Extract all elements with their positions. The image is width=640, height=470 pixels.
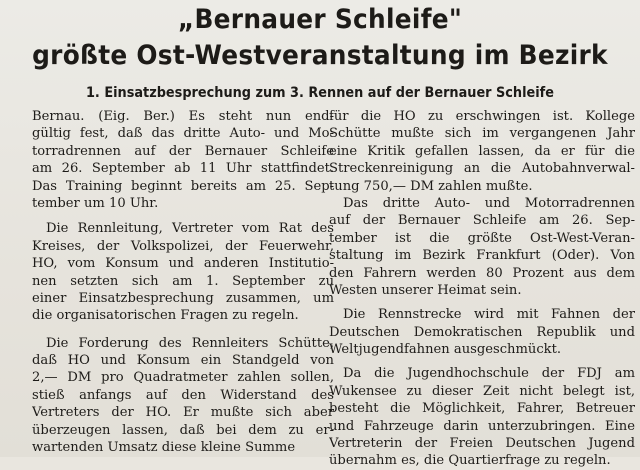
text-line: Kreises, der Volkspolizei, der Feuerwehr, xyxy=(32,238,334,254)
text-line: stieß anfangs auf den Widerstand des xyxy=(32,387,334,403)
text-line: HO, vom Konsum und anderen Institutio- xyxy=(32,256,334,272)
text-line: für die HO zu erschwingen ist. Kollege xyxy=(329,109,635,124)
text-line: Das Training beginnt bereits am 25. Sep- xyxy=(32,178,334,194)
paragraph xyxy=(329,195,635,299)
article-column-right xyxy=(329,108,635,470)
text-line: Deutschen Demokratischen Republik und xyxy=(329,324,635,340)
text-line: Westen unserer Heimat sein. xyxy=(329,282,522,298)
text-line: Streckenreinigung an die Autobahnverwal- xyxy=(329,161,635,177)
text-line: Die Rennleitung, Vertreter vom Rat des xyxy=(46,221,334,237)
paragraph-gap xyxy=(329,299,635,306)
paragraph xyxy=(32,335,334,457)
text-line: Da die Jugendhochschule der FDJ am xyxy=(343,366,635,382)
text-line: daß HO und Konsum ein Standgeld von xyxy=(32,353,334,369)
text-line: Bernau. (Eig. Ber.) Es steht nun end- xyxy=(32,109,334,124)
text-line: den Fahrern werden 80 Prozent aus dem xyxy=(329,265,635,281)
text-line: und Fahrzeuge darin unterzubringen. Eine xyxy=(329,418,635,434)
text-line: Die Forderung des Rennleiters Schütte, xyxy=(46,335,334,351)
text-line: auf der Bernauer Schleife am 26. Sep- xyxy=(329,213,635,229)
text-line: Das dritte Auto- und Motorradrennen xyxy=(343,195,635,211)
text-line: Vertreterin der Freien Deutschen Jugend xyxy=(329,436,635,452)
paragraph xyxy=(329,108,635,195)
text-line: die organisatorischen Fragen zu regeln. xyxy=(32,308,299,324)
text-line: wartenden Umsatz diese kleine Summe xyxy=(32,440,296,456)
text-line: besteht die Möglichkeit, Fahrer, Betreuer xyxy=(329,401,635,417)
text-line: Die Rennstrecke wird mit Fahnen der xyxy=(343,307,635,323)
text-line: einer Einsatzbesprechung zusammen, um xyxy=(32,290,334,306)
paragraph xyxy=(329,306,635,358)
text-line: Wukensee zu dieser Zeit nicht belegt ist, xyxy=(329,383,635,399)
paragraph-gap xyxy=(329,358,635,365)
text-line: am 26. September ab 11 Uhr stattfindet. xyxy=(32,161,334,177)
paragraph xyxy=(32,220,334,324)
paragraph-gap xyxy=(32,325,334,335)
paragraph xyxy=(329,365,635,469)
subheadline: 1. Einsatzbesprechung zum 3. Rennen auf der Bernauer Schleife xyxy=(85,85,555,101)
headline-line-1: „Bernauer Schleife" xyxy=(177,4,463,35)
text-line: gültig fest, daß das dritte Auto- und Mo- xyxy=(32,126,334,142)
headline-line-2: größte Ost-Westveranstaltung im Bezirk xyxy=(32,40,608,71)
text-line: tember ist die größte Ost-West-Veran- xyxy=(329,230,635,246)
text-line: tember um 10 Uhr. xyxy=(32,195,159,211)
article-column-left xyxy=(32,108,334,456)
text-line: eine Kritik gefallen lassen, da er für die xyxy=(329,143,635,159)
text-line: überzeugen lassen, daß bei dem zu er- xyxy=(32,422,334,438)
text-line: übernahm es, die Quartierfrage zu regeln. xyxy=(329,453,611,469)
text-line: Schütte mußte sich im vergangenen Jahr xyxy=(329,126,635,142)
text-line: 2,— DM pro Quadratmeter zahlen sollen, xyxy=(32,370,334,386)
text-line: nen setzten sich am 1. September zu xyxy=(32,273,334,289)
paragraph xyxy=(32,108,334,212)
paragraph-gap xyxy=(32,212,334,220)
text-line: staltung im Bezirk Frankfurt (Oder). Von xyxy=(329,248,635,264)
text-line: Vertreters der HO. Er mußte sich aber xyxy=(32,405,334,421)
text-line: torradrennen auf der Bernauer Schleife xyxy=(32,143,334,159)
text-line: tung 750,— DM zahlen mußte. xyxy=(329,178,533,194)
text-line: Weltjugendfahnen ausgeschmückt. xyxy=(329,342,562,358)
